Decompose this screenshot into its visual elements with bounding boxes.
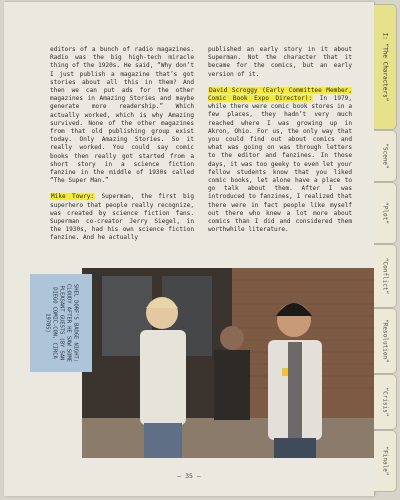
- tab-label: “Crisis”: [381, 387, 389, 417]
- tab-plot[interactable]: [374, 182, 397, 244]
- right-text-column: [208, 46, 352, 242]
- photo-caption: SHEL DORF’S BADGE NIGHT: CLOUDY AFTER HE SAW SOME PLEASANT GUESTS (BY SAN DIEGO COMIC-CON, CIRCA 1970S): [44, 284, 79, 362]
- tab-resolution[interactable]: [374, 308, 397, 374]
- speaker-name-highlight: Mike Towry:: [51, 193, 95, 201]
- tab-scene[interactable]: [374, 130, 397, 182]
- convention-photo: [82, 268, 378, 458]
- tab-label: I: “The Characters”: [381, 32, 389, 102]
- speaker-name-highlight: David Scroggy (Early Committee Member, Comic Book Expo Director):: [208, 86, 352, 103]
- left-paragraph-2: [50, 193, 194, 242]
- tab-label: “Conflict”: [381, 257, 389, 295]
- man-pants: [274, 438, 316, 458]
- photo-caption-box: [30, 274, 92, 372]
- tab-label: “Resolution”: [381, 319, 389, 363]
- left-paragraph-2-body: Superman, the first big superhero that people really recognize, was created by science fiction fans. Superman co-creator Jerry Siegel, in the 1930s, had his own science fiction fanzine. And he actually: [50, 193, 194, 242]
- right-paragraph-2-body: In 1979, while there were comic book stores in a few places, they hadn’t very much reached where I was growing up in Akron, Ohio. For us, the only way that you could find out about comics and what was going on was through letters to the editor and fanzines. In those days, it was too geeky to even let your fellow students know that you liked comic books, let alone have a place to go talk about them. After I was introduced to fanzines, I realized that there were in fact people like myself out there who knew a lot more about comics than I did and considered them worthwhile literature.: [208, 95, 352, 234]
- tab-conflict[interactable]: [374, 244, 397, 308]
- tab-crisis[interactable]: [374, 374, 397, 430]
- tab-the-characters[interactable]: [374, 4, 397, 130]
- ground: [82, 418, 378, 458]
- man-shirt: [288, 342, 302, 440]
- right-paragraph-2: [208, 87, 352, 235]
- right-paragraph-1: published an early story in it about Superman. Not the character that it became for the comics, but an early version of it.: [208, 46, 352, 78]
- boy-pants: [144, 423, 182, 458]
- tab-label: “Plot”: [381, 202, 389, 224]
- book-page: [4, 2, 374, 496]
- left-paragraph-1: editors of a bunch of radio magazines. Radio was the big high-tech miracle thing of the 1920s. He said, “Why don’t I just publish a magazine that’s got stories about all this in them? And then we can put ads for the other magazines in Amazing Stories and maybe generate more readership.” Which actually worked, which is why Amazing survived. None of the other magazines from that old publishing group exist today. Only Amazing Stories. So it really worked. You could say comic books then really got started from a short story in a science fiction fanzine in the middle of 1930s called “The Super Man.”: [50, 46, 194, 185]
- tab-label: “Scene”: [381, 143, 389, 169]
- page-number: – 35 –: [177, 472, 201, 480]
- background-person-body: [214, 350, 250, 420]
- background-person-head: [220, 326, 244, 350]
- left-text-column: [50, 46, 194, 251]
- photo-illustration: [82, 268, 378, 458]
- badge: [282, 368, 288, 376]
- tab-label: “Finale”: [381, 446, 389, 476]
- boy-shirt: [140, 330, 186, 425]
- tab-finale[interactable]: [374, 430, 397, 492]
